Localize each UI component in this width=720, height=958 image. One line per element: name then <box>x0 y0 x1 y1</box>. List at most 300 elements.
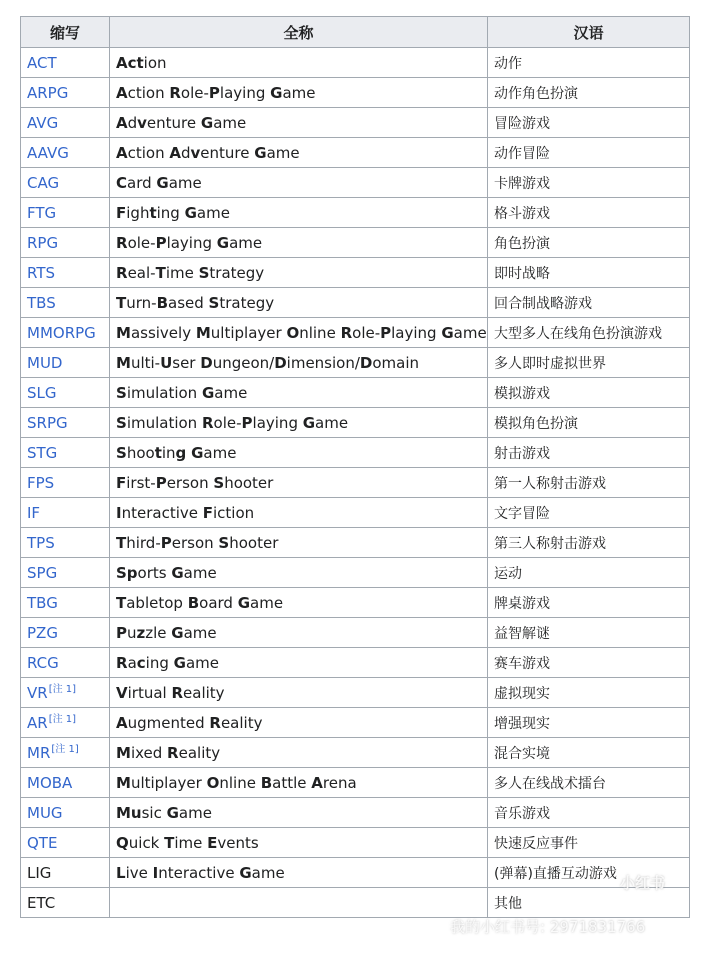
chinese-name-cell: 即时战略 <box>488 258 690 288</box>
full-name-segment: hird- <box>126 533 161 552</box>
abbreviation-link[interactable]: IF <box>27 503 41 522</box>
full-name-cell <box>110 258 488 288</box>
full-name-bold-segment: R <box>116 263 128 282</box>
abbreviation-link[interactable]: QTE <box>27 833 58 852</box>
full-name-bold-segment: A <box>116 113 128 132</box>
full-name-segment: oard <box>199 593 238 612</box>
full-name-segment: eal- <box>127 263 156 282</box>
full-name-cell <box>110 48 488 78</box>
full-name-segment: ame <box>185 653 219 672</box>
full-name-segment: ime <box>174 833 208 852</box>
full-name-segment: omain <box>372 353 420 372</box>
full-name-segment: erson <box>166 473 214 492</box>
full-name-bold-segment: P <box>208 83 220 102</box>
table-row <box>21 438 690 468</box>
full-name-bold-segment: G <box>201 383 215 402</box>
abbreviation-link[interactable]: TBG <box>27 593 58 612</box>
full-name-segment: erson <box>171 533 219 552</box>
table-row <box>21 258 690 288</box>
chinese-name-cell: 动作 <box>488 48 690 78</box>
abbreviation-link[interactable]: AR <box>27 713 48 732</box>
full-name-segment: ame <box>282 83 316 102</box>
table-row <box>21 558 690 588</box>
abbreviation-cell <box>21 678 110 708</box>
abbreviation-link[interactable]: MMORPG <box>27 323 96 342</box>
abbreviation-link[interactable]: AAVG <box>27 143 69 162</box>
full-name-segment: laying <box>252 413 303 432</box>
full-name-cell <box>110 318 488 348</box>
full-name-segment: ased <box>168 293 209 312</box>
full-name-bold-segment: D <box>274 353 287 372</box>
full-name-segment: ugmented <box>127 713 210 732</box>
full-name-segment: abletop <box>126 593 188 612</box>
full-name-segment: attle <box>272 773 312 792</box>
chinese-name-cell: 增强现实 <box>488 708 690 738</box>
abbreviation-link[interactable]: TBS <box>27 293 56 312</box>
full-name-bold-segment: R <box>116 653 128 672</box>
table-row <box>21 498 690 528</box>
full-name-segment: ame <box>214 383 248 402</box>
abbreviation-text: LIG <box>27 863 52 882</box>
full-name-bold-segment: v <box>137 113 147 132</box>
full-name-bold-segment: P <box>160 533 172 552</box>
header-abbreviation: 缩写 <box>21 17 110 48</box>
abbreviation-link[interactable]: MUD <box>27 353 63 372</box>
abbreviation-cell <box>21 168 110 198</box>
full-name-segment: ame <box>229 233 263 252</box>
full-name-bold-segment: c <box>136 653 146 672</box>
full-name-bold-segment: G <box>166 803 179 822</box>
table-row <box>21 798 690 828</box>
abbreviation-cell <box>21 798 110 828</box>
header-chinese: 汉语 <box>488 17 690 48</box>
full-name-cell <box>110 468 488 498</box>
full-name-segment: ame <box>183 623 217 642</box>
full-name-bold-segment: F <box>116 203 127 222</box>
full-name-bold-segment: G <box>184 203 197 222</box>
chinese-name-cell: 模拟游戏 <box>488 378 690 408</box>
full-name-bold-segment: Q <box>116 833 129 852</box>
table-row <box>21 678 690 708</box>
abbreviation-cell <box>21 738 110 768</box>
full-name-segment: ame <box>315 413 349 432</box>
table-row <box>21 78 690 108</box>
full-name-cell <box>110 168 488 198</box>
abbreviation-link[interactable]: SRPG <box>27 413 68 432</box>
full-name-segment: imension/ <box>286 353 360 372</box>
watermark-logo: 小红书 <box>620 874 666 892</box>
full-name-bold-segment: T <box>164 833 175 852</box>
abbreviation-cell <box>21 78 110 108</box>
full-name-segment: in <box>161 443 176 462</box>
chinese-name-cell: 牌桌游戏 <box>488 588 690 618</box>
abbreviation-cell <box>21 888 110 918</box>
table-row <box>21 588 690 618</box>
abbreviation-link[interactable]: MOBA <box>27 773 73 792</box>
chinese-name-cell: 动作角色扮演 <box>488 78 690 108</box>
full-name-bold-segment: M <box>195 323 211 342</box>
full-name-segment: ame <box>251 863 285 882</box>
full-name-bold-segment: R <box>167 743 179 762</box>
full-name-bold-segment: Act <box>116 53 144 72</box>
full-name-cell <box>110 858 488 888</box>
chinese-name-cell: 运动 <box>488 558 690 588</box>
full-name-bold-segment: g <box>175 443 187 462</box>
full-name-bold-segment: T <box>116 593 127 612</box>
watermark-text: 我的小红书号: 2971831766 <box>450 918 646 936</box>
full-name-bold-segment: A <box>311 773 323 792</box>
chinese-name-cell: 多人在线战术擂台 <box>488 768 690 798</box>
abbreviation-link[interactable]: RTS <box>27 263 56 282</box>
full-name-bold-segment: A <box>169 143 181 162</box>
full-name-cell <box>110 738 488 768</box>
full-name-cell <box>110 558 488 588</box>
abbreviation-cell <box>21 648 110 678</box>
full-name-segment: laying <box>391 323 442 342</box>
full-name-bold-segment: P <box>380 323 392 342</box>
full-name-segment: trategy <box>219 293 275 312</box>
full-name-segment: imulation <box>126 413 202 432</box>
full-name-cell <box>110 198 488 228</box>
full-name-segment: ing <box>145 653 174 672</box>
full-name-segment: nline <box>219 773 261 792</box>
full-name-segment: ame <box>178 803 212 822</box>
full-name-bold-segment: P <box>155 473 167 492</box>
table-row <box>21 618 690 648</box>
abbreviation-cell <box>21 768 110 798</box>
chinese-name-cell: 益智解谜 <box>488 618 690 648</box>
full-name-bold-segment: B <box>187 593 200 612</box>
full-name-bold-segment: A <box>116 713 128 732</box>
full-name-segment: u <box>127 623 137 642</box>
abbreviation-cell <box>21 228 110 258</box>
full-name-cell <box>110 138 488 168</box>
full-name-bold-segment: E <box>207 833 218 852</box>
table-row <box>21 468 690 498</box>
full-name-bold-segment: D <box>200 353 213 372</box>
chinese-name-cell: 快速反应事件 <box>488 828 690 858</box>
abbreviation-cell <box>21 498 110 528</box>
full-name-cell <box>110 408 488 438</box>
abbreviation-link[interactable]: VR <box>27 683 48 702</box>
chinese-name-cell: 格斗游戏 <box>488 198 690 228</box>
full-name-bold-segment: I <box>116 503 122 522</box>
abbreviation-link[interactable]: RCG <box>27 653 59 672</box>
chinese-name-cell: 模拟角色扮演 <box>488 408 690 438</box>
full-name-segment: ultiplayer <box>210 323 287 342</box>
full-name-segment: ive <box>125 863 153 882</box>
full-name-segment: ame <box>196 203 230 222</box>
full-name-cell <box>110 798 488 828</box>
chinese-name-cell: 射击游戏 <box>488 438 690 468</box>
abbreviation-link[interactable]: MUG <box>27 803 63 822</box>
full-name-cell <box>110 768 488 798</box>
chinese-name-cell: 第一人称射击游戏 <box>488 468 690 498</box>
full-name-segment: laying <box>166 233 217 252</box>
abbreviation-link[interactable]: MR <box>27 743 51 762</box>
full-name-cell <box>110 228 488 258</box>
full-name-bold-segment: R <box>171 683 184 702</box>
table-row <box>21 198 690 228</box>
full-name-bold-segment: G <box>171 623 184 642</box>
full-name-bold-segment: Mu <box>116 803 142 822</box>
full-name-bold-segment: L <box>116 863 126 882</box>
abbreviation-cell <box>21 48 110 78</box>
full-name-segment: nline <box>299 323 341 342</box>
full-name-bold-segment: z <box>136 623 146 642</box>
full-name-bold-segment: F <box>202 503 213 522</box>
full-name-bold-segment: O <box>206 773 220 792</box>
full-name-bold-segment: T <box>155 263 166 282</box>
full-name-segment: a <box>127 653 137 672</box>
full-name-bold-segment: M <box>116 353 131 372</box>
full-name-segment: iction <box>213 503 255 522</box>
full-name-cell <box>110 618 488 648</box>
full-name-bold-segment: M <box>116 743 131 762</box>
abbreviation-link[interactable]: SLG <box>27 383 57 402</box>
full-name-segment: ixed <box>130 743 168 762</box>
full-name-bold-segment: Sp <box>116 563 138 582</box>
full-name-bold-segment: P <box>155 233 167 252</box>
full-name-bold-segment: S <box>198 263 210 282</box>
abbreviation-cell <box>21 618 110 648</box>
full-name-segment: urn- <box>126 293 157 312</box>
full-name-segment: ser <box>172 353 201 372</box>
full-name-segment: ame <box>183 563 217 582</box>
full-name-bold-segment: G <box>173 653 186 672</box>
full-name-segment: eality <box>220 713 263 732</box>
abbreviation-link[interactable]: PZG <box>27 623 58 642</box>
full-name-segment: ole- <box>352 323 381 342</box>
table-row <box>21 348 690 378</box>
full-name-segment: ard <box>127 173 157 192</box>
table-row <box>21 408 690 438</box>
full-name-bold-segment: G <box>254 143 267 162</box>
full-name-segment: ole- <box>213 413 242 432</box>
full-name-segment: rena <box>322 773 357 792</box>
full-name-bold-segment: O <box>286 323 300 342</box>
abbreviation-link[interactable]: TPS <box>27 533 55 552</box>
full-name-segment: ame <box>453 323 487 342</box>
table-row <box>21 288 690 318</box>
footnote-link[interactable]: [注 1] <box>51 743 79 755</box>
full-name-segment: zle <box>145 623 172 642</box>
full-name-cell <box>110 348 488 378</box>
abbreviation-cell <box>21 138 110 168</box>
full-name-segment: trategy <box>209 263 265 282</box>
chinese-name-cell: 第三人称射击游戏 <box>488 528 690 558</box>
table-row <box>21 768 690 798</box>
chinese-name-cell: 卡牌游戏 <box>488 168 690 198</box>
table-row <box>21 648 690 678</box>
full-name-segment: hoo <box>126 443 155 462</box>
full-name-segment: enture <box>146 113 201 132</box>
full-name-bold-segment: B <box>260 773 273 792</box>
full-name-bold-segment: G <box>237 593 251 612</box>
abbreviation-cell <box>21 288 110 318</box>
abbreviation-cell <box>21 348 110 378</box>
chinese-name-cell: 音乐游戏 <box>488 798 690 828</box>
full-name-bold-segment: G <box>191 443 204 462</box>
full-name-cell <box>110 648 488 678</box>
full-name-bold-segment: S <box>116 443 127 462</box>
abbreviation-cell <box>21 708 110 738</box>
full-name-segment: laying <box>219 83 271 102</box>
abbreviation-cell <box>21 318 110 348</box>
full-name-segment: orts <box>137 563 172 582</box>
full-name-bold-segment: S <box>208 293 220 312</box>
chinese-name-cell: 冒险游戏 <box>488 108 690 138</box>
chinese-name-cell: 回合制战略游戏 <box>488 288 690 318</box>
full-name-bold-segment: A <box>116 143 128 162</box>
full-name-bold-segment: G <box>156 173 169 192</box>
footnote-link[interactable]: [注 1] <box>48 713 77 725</box>
full-name-cell <box>110 288 488 318</box>
chinese-name-cell: 动作冒险 <box>488 138 690 168</box>
full-name-segment: hooter <box>229 533 279 552</box>
table-row <box>21 108 690 138</box>
abbreviation-cell <box>21 588 110 618</box>
full-name-cell <box>110 438 488 468</box>
abbreviation-link[interactable]: ARPG <box>27 83 69 102</box>
abbreviation-table <box>20 16 690 918</box>
full-name-bold-segment: S <box>116 383 127 402</box>
chinese-name-cell: 其他 <box>488 888 690 918</box>
abbreviation-link[interactable]: AVG <box>27 113 59 132</box>
table-row <box>21 828 690 858</box>
full-name-segment: ole- <box>180 83 209 102</box>
table-row <box>21 708 690 738</box>
full-name-segment: eality <box>183 683 225 702</box>
abbreviation-cell <box>21 408 110 438</box>
full-name-segment: d <box>127 113 138 132</box>
chinese-name-cell: 文字冒险 <box>488 498 690 528</box>
abbreviation-cell <box>21 468 110 498</box>
full-name-segment: ame <box>266 143 300 162</box>
abbreviation-link[interactable]: SPG <box>27 563 58 582</box>
abbreviation-cell <box>21 528 110 558</box>
full-name-bold-segment: S <box>213 473 225 492</box>
abbreviation-cell <box>21 108 110 138</box>
abbreviation-cell <box>21 828 110 858</box>
abbreviation-text: ETC <box>27 893 56 912</box>
full-name-segment: ungeon/ <box>212 353 275 372</box>
full-name-cell <box>110 708 488 738</box>
full-name-bold-segment: R <box>340 323 353 342</box>
full-name-bold-segment: R <box>116 233 128 252</box>
full-name-bold-segment: I <box>152 863 159 882</box>
full-name-bold-segment: U <box>160 353 173 372</box>
full-name-segment: nteractive <box>158 863 240 882</box>
abbreviation-cell <box>21 438 110 468</box>
full-name-segment: hooter <box>224 473 274 492</box>
full-name-segment: ame <box>213 113 247 132</box>
abbreviation-link[interactable]: CAG <box>27 173 60 192</box>
chinese-name-cell: 多人即时虚拟世界 <box>488 348 690 378</box>
full-name-segment: ing <box>156 203 185 222</box>
full-name-segment: ame <box>203 443 237 462</box>
full-name-bold-segment: M <box>116 323 131 342</box>
full-name-bold-segment: v <box>190 143 201 162</box>
full-name-bold-segment: A <box>116 83 128 102</box>
abbreviation-link[interactable]: STG <box>27 443 58 462</box>
full-name-bold-segment: R <box>201 413 214 432</box>
full-name-segment: ime <box>165 263 199 282</box>
abbreviation-cell <box>21 258 110 288</box>
chinese-name-cell: 赛车游戏 <box>488 648 690 678</box>
chinese-name-cell: (弹幕)直播互动游戏 <box>488 858 690 888</box>
table-row <box>21 138 690 168</box>
table-row <box>21 168 690 198</box>
abbreviation-link[interactable]: RPG <box>27 233 59 252</box>
table-row <box>21 528 690 558</box>
table-row <box>21 228 690 258</box>
full-name-bold-segment: G <box>302 413 316 432</box>
full-name-bold-segment: G <box>200 113 214 132</box>
full-name-bold-segment: V <box>116 683 128 702</box>
full-name-bold-segment: P <box>241 413 253 432</box>
full-name-bold-segment: B <box>156 293 169 312</box>
table-row <box>21 888 690 918</box>
full-name-cell <box>110 588 488 618</box>
abbreviation-cell <box>21 558 110 588</box>
full-name-segment: ction <box>127 83 170 102</box>
full-name-segment: uick <box>128 833 165 852</box>
full-name-segment: irtual <box>127 683 172 702</box>
full-name-bold-segment: G <box>441 323 454 342</box>
full-name-bold-segment: R <box>169 83 181 102</box>
full-name-cell <box>110 78 488 108</box>
full-name-bold-segment: C <box>116 173 128 192</box>
abbreviation-link[interactable]: FPS <box>27 473 55 492</box>
full-name-bold-segment: G <box>270 83 283 102</box>
chinese-name-cell: 大型多人在线角色扮演游戏 <box>488 318 690 348</box>
full-name-cell <box>110 888 488 918</box>
full-name-segment: enture <box>200 143 255 162</box>
full-name-segment: nteractive <box>121 503 203 522</box>
full-name-segment: ame <box>250 593 284 612</box>
full-name-segment: d <box>180 143 191 162</box>
full-name-segment: sic <box>141 803 167 822</box>
full-name-segment: irst- <box>126 473 156 492</box>
full-name-cell <box>110 678 488 708</box>
full-name-segment: eality <box>178 743 221 762</box>
chinese-name-cell: 混合实境 <box>488 738 690 768</box>
chinese-name-cell: 角色扮演 <box>488 228 690 258</box>
full-name-bold-segment: R <box>209 713 221 732</box>
full-name-bold-segment: G <box>216 233 230 252</box>
chinese-name-cell: 虚拟现实 <box>488 678 690 708</box>
abbreviation-cell <box>21 378 110 408</box>
full-name-segment: ame <box>168 173 202 192</box>
abbreviation-cell <box>21 198 110 228</box>
abbreviation-link[interactable]: ACT <box>27 53 57 72</box>
full-name-bold-segment: G <box>239 863 252 882</box>
full-name-bold-segment: S <box>218 533 230 552</box>
abbreviation-link[interactable]: FTG <box>27 203 57 222</box>
table-header-row <box>21 17 690 48</box>
full-name-bold-segment: P <box>116 623 127 642</box>
full-name-bold-segment: M <box>116 773 131 792</box>
full-name-segment: ole- <box>127 233 156 252</box>
table-row <box>21 378 690 408</box>
full-name-segment: ultiplayer <box>130 773 207 792</box>
full-name-segment: ulti- <box>130 353 161 372</box>
full-name-bold-segment: T <box>116 293 127 312</box>
full-name-bold-segment: t <box>154 443 162 462</box>
full-name-segment: ction <box>127 143 170 162</box>
footnote-link[interactable]: [注 1] <box>48 683 77 695</box>
